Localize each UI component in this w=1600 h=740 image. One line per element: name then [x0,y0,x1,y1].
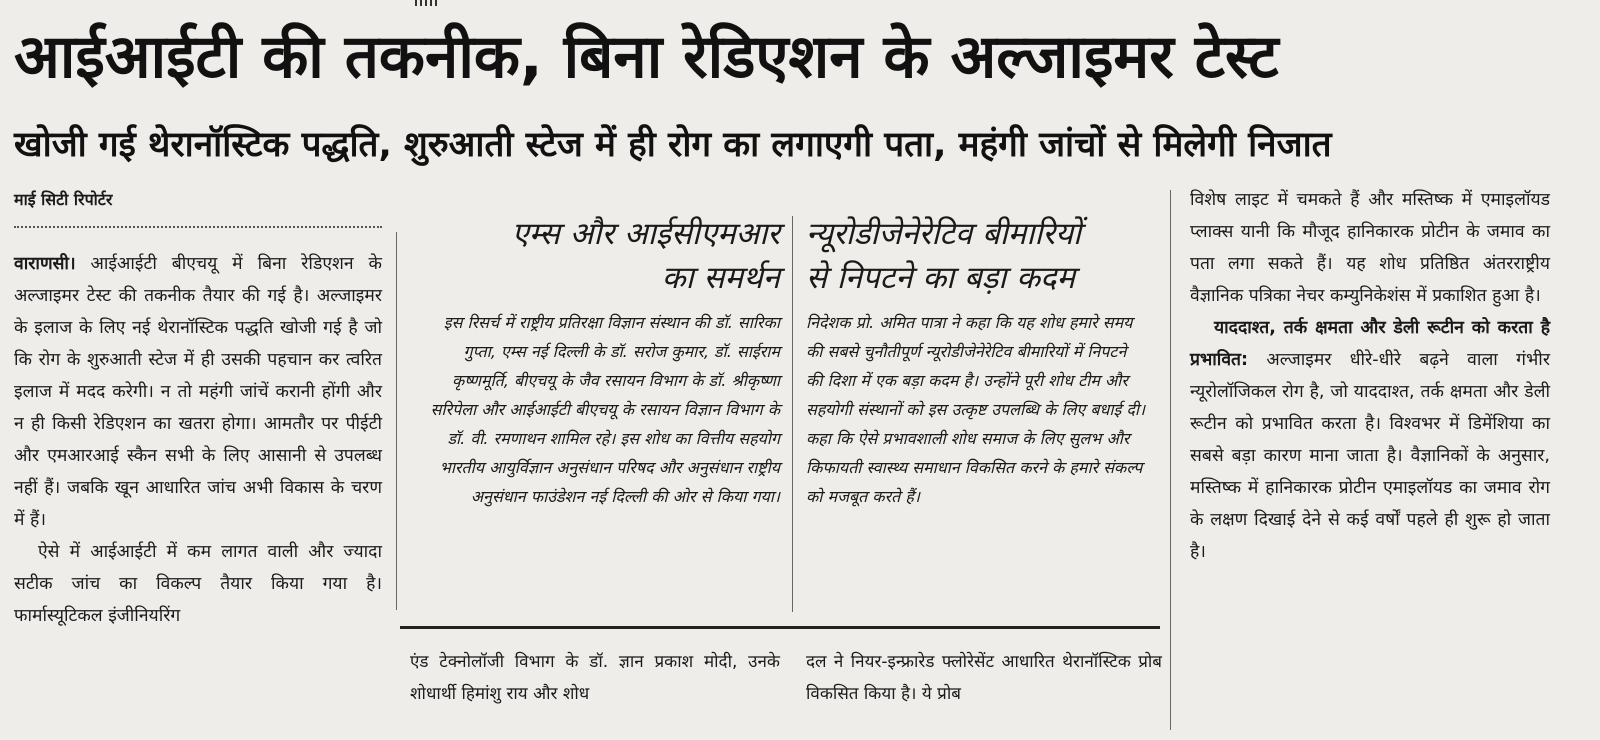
right-paragraph-2 [1190,312,1550,568]
bottom-middle-right-text: दल ने नियर-इन्फ्रारेड फ्लोरेसेंट आधारित थेरानॉस्टिक प्रोब विकसित किया है। ये प्रोब [806,652,1162,704]
right-paragraph-1: विशेष लाइट में चमकते हैं और मस्तिष्क में एमाइलॉयड प्लाक्स यानी कि मौजूद हानिकारक प्रोटीन के जमाव का पता लगा सकते हैं। यह शोध प्रतिष्ठित अंतरराष्ट्रीय वैज्ञानिक पत्रिका नेचर कम्युनिकेशंस में प्रकाशित हुआ है। [1190,190,1550,306]
box-left-heading-line-2: का समर्थन [661,260,780,296]
left-column [14,248,382,632]
subheadline: खोजी गई थेरानॉस्टिक पद्धति, शुरुआती स्टेज में ही रोग का लगाएगी पता, महंगी जांचों से मिलेगी निजात [14,125,1332,165]
column-divider [396,232,397,610]
bottom-middle-left-text: एंड टेक्नोलॉजी विभाग के डॉ. ज्ञान प्रकाश मोदी, उनके शोधार्थी हिमांशु राय और शोध [410,652,780,704]
box-right-heading-line-1: न्यूरोडीजेनेरेटिव बीमारियों [806,216,1082,252]
right-paragraph-2-text: अल्जाइमर धीरे-धीरे बढ़ने वाला गंभीर न्यूरोलॉजिकल रोग है, जो याददाश्त, तर्क क्षमता और डेली रूटीन को प्रभावित करता है। विश्वभर में डिमेंशिया का सबसे बड़ा कारण माना जाता है। वैज्ञानिकों के अनुसार, मस्तिष्क में हानिकारक प्रोटीन एमाइलॉयड का जमाव रोग के लक्षण दिखाई देने से कई वर्षों पहले ही शुरू हो जाता है। [1190,350,1550,562]
box-right-body: निदेशक प्रो. अमित पात्रा ने कहा कि यह शोध हमारे समय की सबसे चुनौतीपूर्ण न्यूरोडीजेनेरेटिव बीमारियों में निपटने की दिशा में एक बड़ा कदम है। उन्होंने पूरी शोध टीम और सहयोगी संस्थानों को इस उत्कृष्ट उपलब्धि के लिए बधाई दी। कहा कि ऐसे प्रभावशाली शोध समाज के लिए सुलभ और किफायती स्वास्थ्य समाधान विकसित करने के हमारे संकल्प को मजबूत करते हैं। [806,313,1146,506]
headline: आईआईटी की तकनीक, बिना रेडिएशन के अल्जाइमर टेस्ट [14,22,1279,92]
byline-divider [14,226,382,228]
box-right-heading [806,212,1156,300]
box-left-body: इस रिसर्च में राष्ट्रीय प्रतिरक्षा विज्ञान संस्थान की डॉ. सारिका गुप्ता, एम्स नई दिल्ली के डॉ. सरोज कुमार, डॉ. साईराम कृष्णमूर्ति, बीएचयू के जैव रसायन विभाग के डॉ. श्रीकृष्णा सरिपेला और आईआईटी बीएचयू के रसायन विज्ञान विभाग के डॉ. वी. रमणाथन शामिल रहे। इस शोध का वित्तीय सहयोग भारतीय आयुर्विज्ञान अनुसंधान परिषद और अनुसंधान राष्ट्रीय अनुसंधान फाउंडेशन नई दिल्ली की ओर से किया गया। [430,313,780,506]
print-smudge [415,0,437,6]
left-paragraph-2: ऐसे में आईआईटी में कम लागत वाली और ज्यादा सटीक जांच का विकल्प तैयार किया गया है। फार्मास्यूटिकल इंजीनियरिंग [14,542,382,626]
box-bottom-rule [400,626,1160,629]
right-subhead: याददाश्त, तर्क क्षमता और डेली रूटीन को करता है प्रभावित: [1190,318,1550,370]
column-divider-right [1170,190,1171,730]
left-paragraph-1-text: आईआईटी बीएचयू में बिना रेडिएशन के अल्जाइमर टेस्ट की तकनीक तैयार की गई है। अल्जाइमर के इलाज के लिए नई थेरानॉस्टिक पद्धति खोजी गई है जो कि रोग के शुरुआती स्टेज में ही उसकी पहचान कर त्वरित इलाज में मदद करेगी। न तो महंगी जांचें करानी होंगी और न ही किसी रेडिएशन का खतरा होगा। आमतौर पर पीईटी और एमआरआई स्कैन सभी के लिए आसानी से उपलब्ध नहीं हैं। जबकि खून आधारित जांच अभी विकास के चरण में हैं। [14,254,382,530]
box-left-heading [410,212,780,300]
right-column [1190,184,1550,568]
dateline: वाराणसी। [14,254,76,274]
box-left-heading-line-1: एम्स और आईसीएमआर [511,216,780,252]
byline: माई सिटी रिपोर्टर [14,190,113,209]
box-divider [792,216,793,612]
box-right-heading-line-2: से निपटने का बड़ा कदम [806,260,1076,296]
left-paragraph-1 [14,248,382,536]
